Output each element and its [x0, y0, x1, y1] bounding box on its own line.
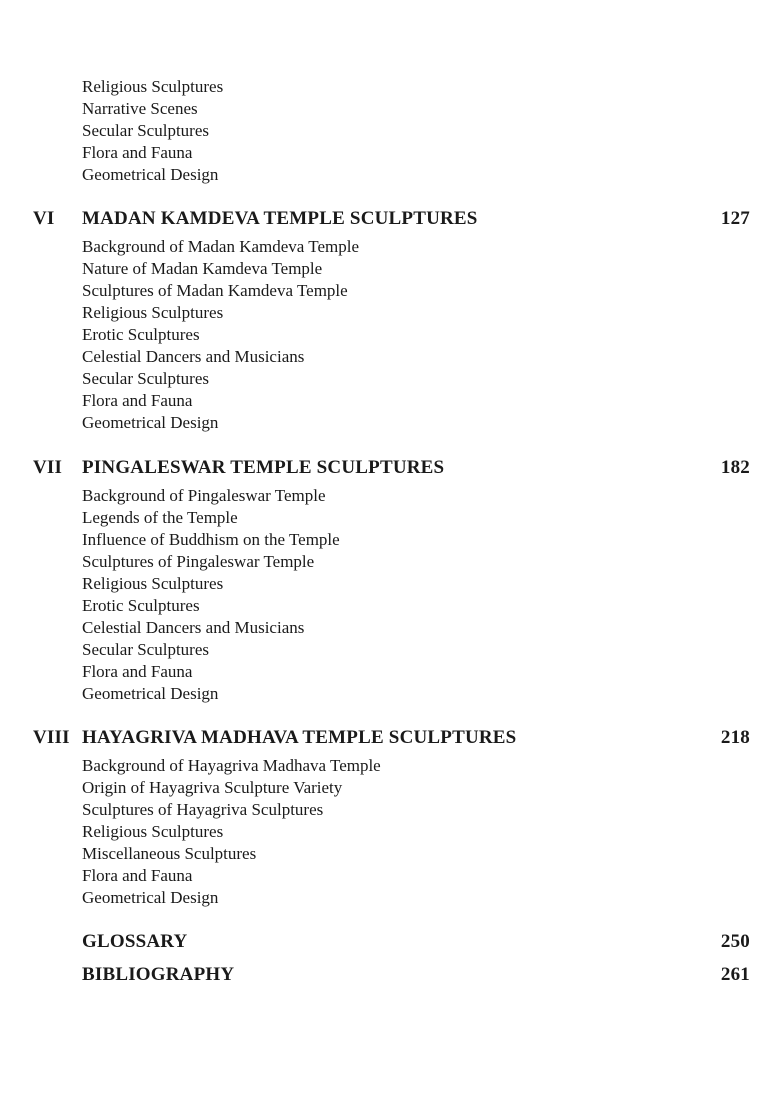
toc-item: Miscellaneous Sculptures [82, 844, 257, 863]
backmatter-entry[interactable] [0, 962, 780, 988]
toc-item: Background of Hayagriva Madhava Temple [82, 756, 381, 775]
backmatter-page-number: 261 [720, 964, 750, 985]
chapter-number: VI [33, 208, 55, 229]
toc-item: Geometrical Design [82, 413, 219, 432]
chapter-number: VII [33, 457, 63, 478]
toc-item: Legends of the Temple [82, 508, 238, 527]
chapter-heading[interactable] [0, 455, 780, 481]
chapter-heading[interactable] [0, 206, 780, 232]
chapter-page-number: 182 [720, 457, 750, 478]
toc-item: Secular Sculptures [82, 640, 209, 659]
toc-bibliography [0, 962, 780, 988]
toc-item: Geometrical Design [82, 888, 219, 907]
chapter-page-number: 127 [720, 208, 750, 229]
toc-chapter-vi [0, 206, 780, 434]
chapter-page-number: 218 [720, 727, 750, 748]
chapter-number: VIII [33, 727, 70, 748]
toc-item: Flora and Fauna [82, 662, 193, 681]
chapter-title: PINGALESWAR TEMPLE SCULPTURES [82, 457, 445, 478]
toc-item: Religious Sculptures [82, 303, 224, 322]
toc-item: Sculptures of Madan Kamdeva Temple [82, 281, 348, 300]
backmatter-title: GLOSSARY [82, 931, 188, 952]
backmatter-entry[interactable] [0, 929, 780, 955]
toc-item: Origin of Hayagriva Sculpture Variety [82, 778, 343, 797]
toc-chapter-vii [0, 455, 780, 705]
toc-item: Religious Sculptures [82, 574, 224, 593]
toc-item: Geometrical Design [82, 684, 219, 703]
toc-item: Religious Sculptures [82, 822, 224, 841]
toc-item: Celestial Dancers and Musicians [82, 618, 305, 637]
chapter-title: HAYAGRIVA MADHAVA TEMPLE SCULPTURES [82, 727, 517, 748]
chapter-heading[interactable] [0, 725, 780, 751]
toc-item: Sculptures of Hayagriva Sculptures [82, 800, 324, 819]
toc-glossary [0, 929, 780, 955]
toc-item: Background of Pingaleswar Temple [82, 486, 326, 505]
chapter-title: MADAN KAMDEVA TEMPLE SCULPTURES [82, 208, 478, 229]
toc-item: Geometrical Design [82, 165, 219, 184]
toc-item: Secular Sculptures [82, 121, 209, 140]
toc-item: Flora and Fauna [82, 143, 193, 162]
toc-item: Religious Sculptures [82, 77, 224, 96]
toc-chapter-viii [0, 725, 780, 909]
toc-item: Sculptures of Pingaleswar Temple [82, 552, 315, 571]
toc-continued-list [0, 76, 780, 186]
backmatter-page-number: 250 [720, 931, 750, 952]
toc-item: Influence of Buddhism on the Temple [82, 530, 340, 549]
toc-item: Celestial Dancers and Musicians [82, 347, 305, 366]
toc-item: Erotic Sculptures [82, 325, 200, 344]
toc-item: Flora and Fauna [82, 391, 193, 410]
toc-item: Narrative Scenes [82, 99, 198, 118]
toc-item: Erotic Sculptures [82, 596, 200, 615]
toc-item: Flora and Fauna [82, 866, 193, 885]
backmatter-title: BIBLIOGRAPHY [82, 964, 235, 985]
toc-item: Secular Sculptures [82, 369, 209, 388]
toc-item: Background of Madan Kamdeva Temple [82, 237, 360, 256]
toc-item: Nature of Madan Kamdeva Temple [82, 259, 323, 278]
